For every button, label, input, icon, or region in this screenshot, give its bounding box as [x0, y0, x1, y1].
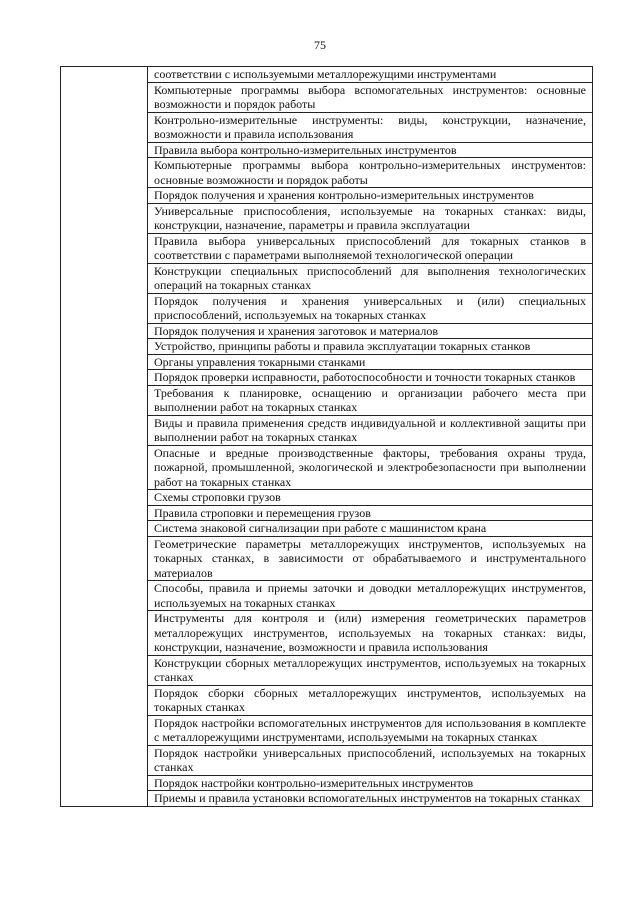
table-cell: Порядок настройки вспомогательных инструментов для использования в комплекте с металлорежущими инструментами, используемыми на токарных станках — [148, 715, 593, 745]
table-cell: Правила выбора универсальных приспособлений для токарных станков в соответствии с параметрами выполняемой технологической операции — [148, 233, 593, 263]
empty-left-cell — [61, 67, 148, 807]
table-cell: Порядок сборки сборных металлорежущих инструментов, используемых на токарных станках — [148, 685, 593, 715]
table-cell: Контрольно-измерительные инструменты: виды, конструкции, назначение, возможности и правила использования — [148, 112, 593, 142]
table-cell: Требования к планировке, оснащению и организации рабочего места при выполнении работ на токарных станках — [148, 385, 593, 415]
table-cell: Конструкции сборных металлорежущих инструментов, используемых на токарных станках — [148, 655, 593, 685]
table-cell: Порядок настройки контрольно-измерительных инструментов — [148, 775, 593, 791]
table-cell: Правила выбора контрольно-измерительных инструментов — [148, 142, 593, 158]
table-cell: Правила строповки и перемещения грузов — [148, 505, 593, 521]
table-cell: Система знаковой сигнализации при работе с машинистом крана — [148, 521, 593, 537]
table-cell: Компьютерные программы выбора контрольно-измерительных инструментов: основные возможности и порядок работы — [148, 158, 593, 188]
table-cell: Порядок проверки исправности, работоспособности и точности токарных станков — [148, 370, 593, 386]
table-cell: Порядок получения и хранения заготовок и материалов — [148, 323, 593, 339]
table-cell: Виды и правила применения средств индивидуальной и коллективной защиты при выполнении работ на токарных станках — [148, 415, 593, 445]
table-cell: Геометрические параметры металлорежущих инструментов, используемых на токарных станках, в зависимости от обрабатываемого и инструментального материалов — [148, 536, 593, 581]
table-cell: Универсальные приспособления, используемые на токарных станках: виды, конструкции, назначение, параметры и правила эксплуатации — [148, 203, 593, 233]
table-cell: Компьютерные программы выбора вспомогательных инструментов: основные возможности и порядок работы — [148, 82, 593, 112]
page-number: 75 — [314, 38, 326, 52]
table-cell: Приемы и правила установки вспомогательных инструментов на токарных станках — [148, 791, 593, 807]
table-cell: Порядок настройки универсальных приспособлений, используемых на токарных станках — [148, 745, 593, 775]
table-row — [61, 67, 593, 83]
table-cell: Способы, правила и приемы заточки и доводки металлорежущих инструментов, используемых на токарных станках — [148, 581, 593, 611]
table-cell: Инструменты для контроля и (или) измерения геометрических параметров металлорежущих инструментов, используемых на токарных станках: виды, конструкции, назначение, возможности и правила использования — [148, 611, 593, 656]
table-cell: Схемы строповки грузов — [148, 490, 593, 506]
knowledge-table — [60, 66, 593, 807]
table-cell: Порядок получения и хранения контрольно-измерительных инструментов — [148, 188, 593, 204]
table-cell: Устройство, принципы работы и правила эксплуатации токарных станков — [148, 339, 593, 355]
table-cell: Конструкции специальных приспособлений для выполнения технологических операций на токарных станках — [148, 263, 593, 293]
table-cell: Органы управления токарными станками — [148, 354, 593, 370]
table-cell: соответствии с используемыми металлорежущими инструментами — [148, 67, 593, 83]
table-cell: Порядок получения и хранения универсальных и (или) специальных приспособлений, используемых на токарных станках — [148, 293, 593, 323]
table-cell: Опасные и вредные производственные факторы, требования охраны труда, пожарной, промышленной, экологической и электробезопасности при выполнении работ на токарных станках — [148, 445, 593, 490]
